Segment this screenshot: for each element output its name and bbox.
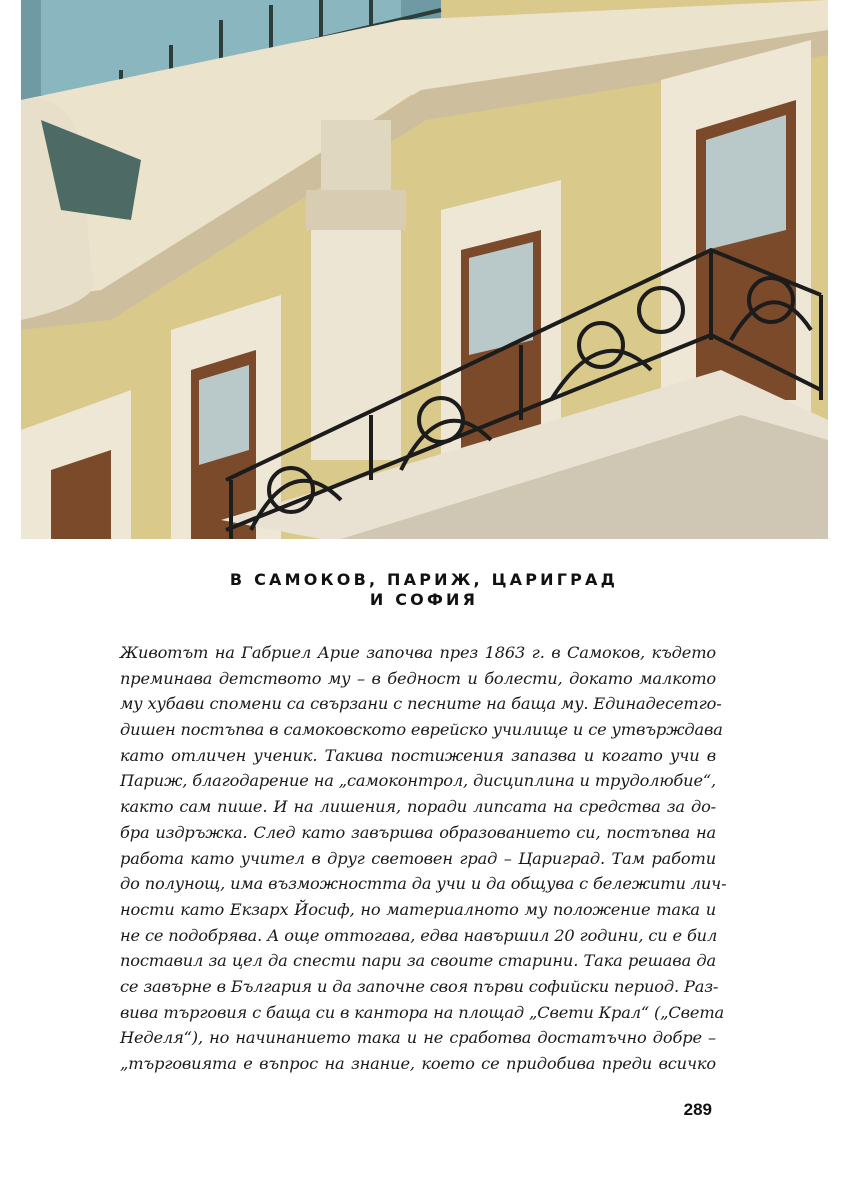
text-line: като отличен ученик. Такива постижения запазва и когато учи в	[120, 745, 716, 765]
section-heading	[120, 570, 728, 610]
text-line: Париж, благодарение на „самоконтрол, дисциплина и трудолюбие“,	[120, 771, 716, 791]
text-line: Неделя“), но начинанието така и не сработва достатъчно добре –	[120, 1028, 716, 1048]
text-line: „търговията е въпрос на знание, което се придобива преди всичко	[120, 1054, 716, 1073]
body-paragraph	[120, 640, 727, 1077]
text-line: вива търговия с баща си в кантора на площад „Свети Крал“ („Света	[120, 1002, 725, 1022]
text-line: преминава детството му – в бедност и болести, докато малкото	[120, 668, 716, 688]
heading-line-2: И СОФИЯ	[369, 590, 479, 609]
text-line: ности като Екзарх Йосиф, но материалното му положение така и	[120, 899, 716, 919]
text-line: не се подобрява. А още оттогава, едва навършил 20 години, си е бил	[120, 925, 718, 945]
text-line: работа като учител в друг световен град – Цариград. Там работи	[120, 848, 716, 868]
page-number: 289	[683, 1100, 712, 1119]
text-line: до полунощ, има възможността да учи и да общува с бележити лич-	[120, 874, 727, 894]
heading-line-1: В САМОКОВ, ПАРИЖ, ЦАРИГРАД	[229, 570, 619, 589]
text-line: Животът на Габриел Арие започва през 1863 г. в Самоков, където	[120, 643, 716, 662]
text-line: му хубави спомени са свързани с песните на баща му. Единадесетго-	[120, 694, 722, 714]
text-line: поставил за цел да спести пари за своите старини. Така решава да	[120, 951, 716, 971]
text-line: както сам пише. И на лишения, поради липсата на средства за до-	[120, 797, 716, 817]
text-line: се завърне в България и да започне своя първи софийски период. Раз-	[120, 976, 719, 996]
text-line: дишен постъпва в самоковското еврейско училище и се утвърждава	[120, 720, 723, 740]
text-line: бра издръжка. След като завършва образованието си, постъпва на	[120, 822, 716, 842]
building-balcony-photo	[21, 0, 828, 539]
